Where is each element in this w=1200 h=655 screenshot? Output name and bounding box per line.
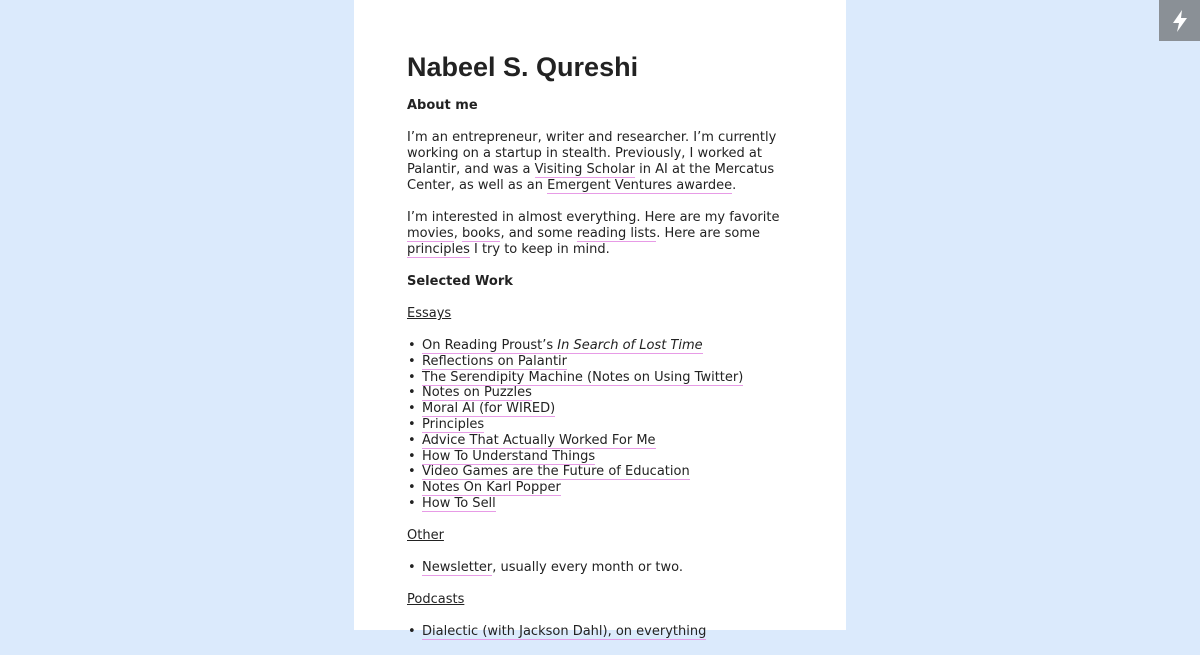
- list-item: [422, 417, 807, 433]
- essay-link[interactable]: Reflections on Palantir: [422, 353, 568, 369]
- essay-link[interactable]: How To Understand Things: [422, 448, 596, 464]
- newsletter-link[interactable]: Newsletter: [422, 559, 493, 575]
- essay-link[interactable]: Notes on Puzzles: [422, 385, 532, 401]
- lightning-bolt-icon: [1172, 10, 1188, 32]
- other-subheading: Other: [407, 527, 444, 543]
- essays-list: [407, 338, 807, 512]
- list-item: [422, 370, 807, 386]
- essay-title-italic: In Search of Lost Time: [557, 338, 703, 353]
- about-heading: About me: [407, 98, 478, 113]
- essay-link[interactable]: Notes On Karl Popper: [422, 480, 561, 496]
- page-column: [354, 0, 846, 639]
- podcasts-list: [407, 624, 807, 640]
- lightning-bolt-button[interactable]: [1159, 0, 1200, 41]
- about-paragraph-2: [407, 210, 807, 258]
- list-item: [422, 464, 807, 480]
- podcast-link[interactable]: Dialectic (with Jackson Dahl), on everything: [422, 623, 707, 639]
- list-item: [422, 496, 807, 512]
- list-item: [422, 449, 807, 465]
- essay-link[interactable]: The Serendipity Machine (Notes on Using Twitter): [422, 369, 744, 385]
- about-text: I’m interested in almost everything. Here are my favorite: [407, 210, 780, 225]
- essay-link[interactable]: Advice That Actually Worked For Me: [422, 432, 656, 448]
- principles-link[interactable]: principles: [407, 242, 470, 257]
- essay-link[interactable]: Video Games are the Future of Education: [422, 464, 690, 480]
- about-paragraph-1: [407, 130, 807, 194]
- about-text: , and some: [500, 226, 577, 241]
- list-item: [422, 480, 807, 496]
- essay-link-proust[interactable]: [422, 338, 703, 354]
- essay-link[interactable]: Principles: [422, 416, 485, 432]
- about-text: .: [732, 178, 737, 193]
- essay-link[interactable]: How To Sell: [422, 495, 496, 511]
- list-item: [422, 338, 807, 354]
- list-item: [422, 354, 807, 370]
- about-text: ,: [453, 226, 462, 241]
- about-text: . Here are some: [656, 226, 760, 241]
- about-text: I’m an entrepreneur, writer and researcher. I’m currently working on a startup in stealth. Previously, I worked at Palantir, and was a: [407, 130, 777, 177]
- list-item: [422, 385, 807, 401]
- about-text: I try to keep in mind.: [469, 242, 610, 257]
- movies-link[interactable]: movies: [407, 226, 454, 241]
- newsletter-text: , usually every month or two.: [492, 559, 684, 575]
- selected-work-heading: Selected Work: [407, 274, 513, 289]
- reading-lists-link[interactable]: reading lists: [576, 226, 657, 241]
- essays-subheading: Essays: [407, 306, 452, 321]
- emergent-ventures-link[interactable]: Emergent Ventures awardee: [547, 178, 733, 193]
- essay-link[interactable]: Moral AI (for WIRED): [422, 401, 556, 417]
- visiting-scholar-link[interactable]: Visiting Scholar: [534, 162, 636, 177]
- list-item: [422, 401, 807, 417]
- books-link[interactable]: books: [461, 226, 501, 241]
- other-list: [407, 560, 807, 576]
- podcasts-subheading: Podcasts: [407, 591, 465, 607]
- page-title: Nabeel S. Qureshi: [407, 52, 639, 82]
- about-text: in AI at the Mercatus Center, as well as an: [407, 162, 775, 193]
- essay-title: On Reading Proust’s: [422, 338, 558, 353]
- list-item: [422, 433, 807, 449]
- list-item: [422, 560, 807, 576]
- list-item: [422, 624, 807, 640]
- main-content: [407, 50, 807, 655]
